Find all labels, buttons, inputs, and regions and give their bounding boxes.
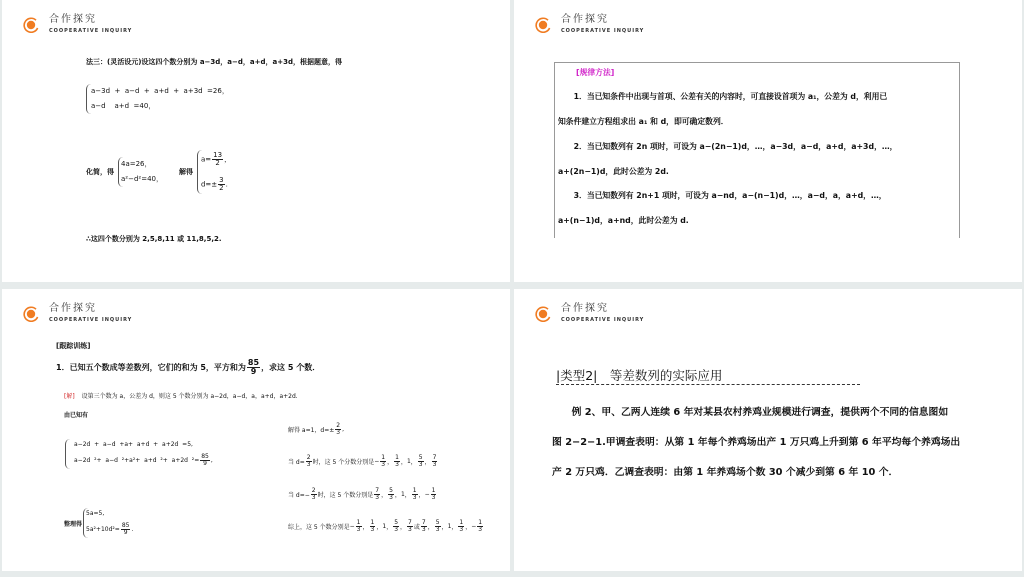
arranged-system xyxy=(64,508,133,538)
arranged-eq: 5a²+10d²= $\frac{85}{9}$ . xyxy=(86,522,134,536)
slide-3[interactable] xyxy=(2,289,510,571)
arrange-label: 整理得 xyxy=(64,520,83,528)
slide-2[interactable] xyxy=(514,0,1022,282)
logo-icon xyxy=(535,17,551,33)
simplified-eq: a²−d²=40， xyxy=(121,175,163,183)
method-line: 1．当已知条件中出现与首项、公差有关的内容时，可直接设首项为 a₁，公差为 d，利用已 xyxy=(558,92,888,101)
fraction: $\frac{7}{3}$ xyxy=(408,519,412,533)
fraction: $\frac{1}{3}$ xyxy=(356,519,361,533)
value-item: − $\frac{1}{3}$ xyxy=(471,519,483,533)
section-title: 合作探究 xyxy=(49,303,97,314)
value-item: − $\frac{1}{3}$ xyxy=(374,454,386,468)
problem-text: 1．已知五个数成等差数列，它们的和为 5，平方和为 xyxy=(56,363,246,372)
solved-line: 解得 a=1，d=± $\frac{2}{3}$ , xyxy=(288,422,345,436)
method-line: 知条件建立方程组求出 a₁ 和 d，即可确定数列． xyxy=(558,117,729,126)
equation-line: a−2d ²+ a−d ²+a²+ a+d ²+ a+2d ²= $\frac{85}{9}$ , xyxy=(74,453,213,467)
value-item: 1 xyxy=(400,491,405,498)
example-line: 例 2、甲、乙两人连续 6 年对某县农村养鸡业规模进行调查，提供两个不同的信息图如 xyxy=(552,407,949,418)
solution-d: d=± $\frac{3}{2}$ . xyxy=(200,176,228,192)
example-line: 产 2 万只鸡．乙调查表明：由第 1 年养鸡场个数 30 个减少到第 6 年 10 个． xyxy=(552,467,899,478)
section-subtitle: COOPERATIVE INQUIRY xyxy=(49,317,133,323)
solution-tag: [解] xyxy=(64,393,75,400)
fraction: $\frac{85}{9}$ xyxy=(247,358,260,376)
value-item: 1 xyxy=(447,523,452,530)
simplify-label: 化简，得 xyxy=(86,168,114,176)
logo-icon xyxy=(23,17,39,33)
heading-underline xyxy=(556,384,860,385)
value-item xyxy=(411,488,419,501)
equation-system xyxy=(65,439,213,469)
value-item xyxy=(417,455,425,468)
fraction: $\frac{1}{3}$ xyxy=(370,519,375,533)
fraction: $\frac{7}{3}$ xyxy=(375,487,380,501)
section-brand xyxy=(49,303,132,323)
fraction: $\frac{5}{3}$ xyxy=(389,487,393,501)
simplify-row xyxy=(86,150,231,194)
value-item xyxy=(420,520,428,533)
value-item xyxy=(387,488,395,501)
example-line: 图 2−2−1.甲调查表明：从第 1 年每个养鸡场出产 1 万只鸡上升到第 6 年平均每个养鸡场出 xyxy=(552,437,961,448)
section-title: 合作探究 xyxy=(561,303,609,314)
fraction: $\frac{1}{3}$ xyxy=(412,487,417,501)
logo-icon xyxy=(23,306,39,322)
method-line: 3．当已知数列有 2n+1 项时，可设为 a−nd，a−(n−1)d，…，a−d，a，a+d，…， xyxy=(558,191,887,200)
method-line: a+(n−1)d，a+nd，此时公差为 d. xyxy=(558,216,689,225)
fraction: $\frac{1}{3}$ xyxy=(381,454,386,468)
solution-intro xyxy=(64,391,298,400)
method-tag: [规律方法] xyxy=(576,68,615,77)
solution-text: 设第三个数为 a，公差为 d，则这 5 个数分别为 a−2d，a−d，a，a+d，a+2d. xyxy=(81,393,298,400)
fraction: $\frac{1}{3}$ xyxy=(395,454,399,468)
case-negative-d: 当 d=− $\frac{2}{3}$ 时，这 5 个数分别是 $\frac{7}{3}$ ， $\frac{5}{3}$ ， 1 ， $\frac{1}{3}$ ， − $\frac{1}{3}$ xyxy=(288,487,436,501)
logo-icon xyxy=(535,306,551,322)
section-subtitle: COOPERATIVE INQUIRY xyxy=(49,28,133,34)
fraction: $\frac{7}{3}$ xyxy=(432,454,437,468)
method-line: a+(2n−1)d，此时公差为 2d. xyxy=(558,167,669,176)
value-item xyxy=(457,520,465,533)
value-item: − $\frac{1}{3}$ xyxy=(424,487,436,501)
solve-label: 解得 xyxy=(178,168,193,176)
case-positive-d: 当 d= $\frac{2}{3}$ 时，这 5 个分数分别是 − $\frac{1}{3}$ ， $\frac{1}{3}$ ， 1 ， $\frac{5}{3}$ ， $\frac{7}{3}$ xyxy=(288,454,437,468)
section-brand xyxy=(561,14,644,34)
value-item: 或 xyxy=(413,524,420,531)
method-line: 2．当已知数列有 2n 项时，可设为 a−(2n−1)d，…，a−3d，a−d，a+d，a+3d，…， xyxy=(558,142,898,151)
method-box xyxy=(554,62,960,238)
simplified-eq: 4a=26， xyxy=(121,160,152,168)
equation-system xyxy=(86,84,229,114)
value-item xyxy=(431,455,439,468)
value-item xyxy=(434,520,442,533)
section-title: 合作探究 xyxy=(49,14,97,25)
value-item: 1 xyxy=(406,458,411,465)
value-item xyxy=(406,520,414,533)
fraction: $\frac{7}{3}$ xyxy=(421,519,426,533)
section-subtitle: COOPERATIVE INQUIRY xyxy=(561,28,645,34)
equation-line: a−3d + a−d + a+d + a+3d =26， xyxy=(91,87,229,95)
fraction: $\frac{1}{3}$ xyxy=(431,487,436,501)
conclusion: ∴这四个数分别为 2,5,8,11 或 11,8,5,2. xyxy=(86,235,222,243)
equation-line: a−2d + a−d +a+ a+d + a+2d =5, xyxy=(74,441,193,448)
value-item xyxy=(392,520,400,533)
solution-a: a= $\frac{13}{2}$ ， xyxy=(200,151,232,167)
practice-tag: [跟踪训练] xyxy=(56,342,91,350)
section-subtitle: COOPERATIVE INQUIRY xyxy=(561,317,645,323)
slide-4[interactable] xyxy=(514,289,1022,571)
fraction: $\frac{5}{3}$ xyxy=(435,519,440,533)
value-item: − $\frac{1}{3}$ xyxy=(349,519,361,533)
fraction: $\frac{5}{3}$ xyxy=(418,454,423,468)
section-brand xyxy=(49,14,132,34)
type-heading: |类型2| 等差数列的实际应用 xyxy=(556,368,723,383)
fraction: $\frac{1}{3}$ xyxy=(459,519,464,533)
fraction: $\frac{1}{3}$ xyxy=(478,519,483,533)
value-item xyxy=(369,520,377,533)
fraction: $\frac{5}{3}$ xyxy=(394,519,399,533)
section-title: 合作探究 xyxy=(561,14,609,25)
section-brand xyxy=(561,303,644,323)
summary-line: 综上，这 5 个数分别是 − $\frac{1}{3}$ ， $\frac{1}{3}$ ， 1 ， $\frac{5}{3}$ ， $\frac{7}{3}$ 或 $\frac{7}{3}$ ， $\frac{5}{3}$ ， 1 ， $\frac{1}{3}$ ， − $\frac{1}{3}$ xyxy=(288,519,483,533)
known-label: 由已知有 xyxy=(64,412,89,419)
slide-1[interactable] xyxy=(2,0,510,282)
problem-statement xyxy=(56,359,320,376)
value-item xyxy=(373,488,381,501)
arranged-eq: 5a=5, xyxy=(86,510,105,517)
value-item: 1 xyxy=(382,523,387,530)
problem-text: ，求这 5 个数． xyxy=(261,363,321,372)
equation-line: a−d a+d =40， xyxy=(91,102,156,110)
value-item xyxy=(393,455,401,468)
method-three-intro: 法三：(灵活设元)设这四个数分别为 a−3d，a−d，a+d，a+3d，根据题意，得 xyxy=(86,58,342,66)
